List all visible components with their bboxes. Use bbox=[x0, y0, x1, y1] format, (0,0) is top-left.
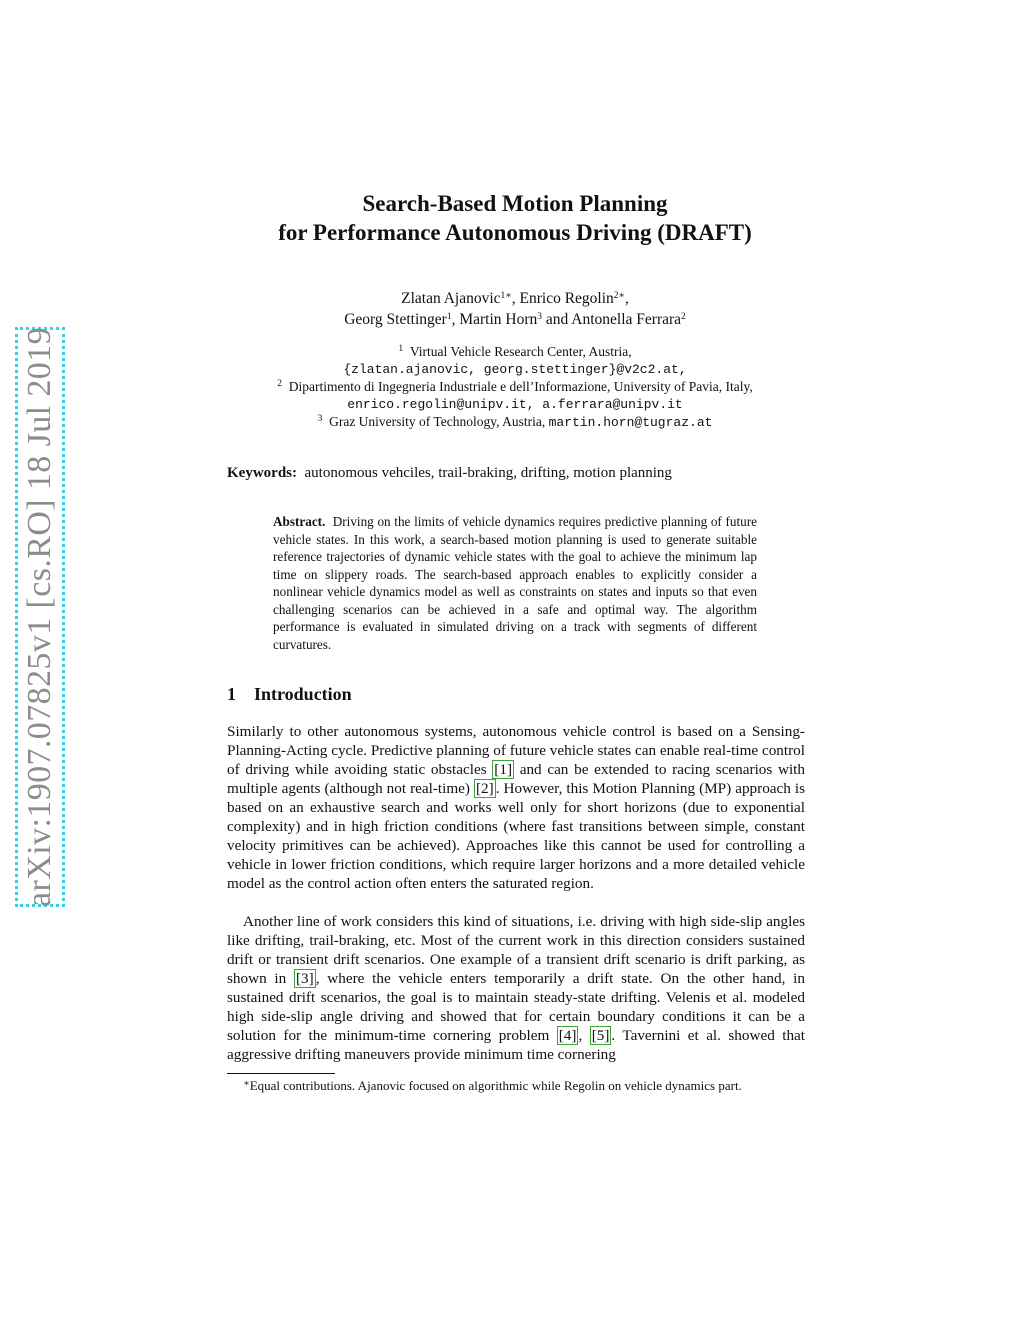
section-heading bbox=[227, 684, 352, 705]
affiliation-1-email[interactable]: {zlatan.ajanovic, georg.stettinger}@v2c2.at, bbox=[343, 361, 687, 377]
paragraph-text: , where the vehicle enters temporarily a drift state. On the other hand, in sustained drift scenarios, the goal is to maintain steady-state drifting. Velenis et al. modeled high side-slip angle driving and showed that for certain boundary conditions it can be a solution for the minimum-time cornering problem bbox=[227, 970, 805, 1044]
keywords bbox=[227, 465, 672, 482]
arxiv-identifier[interactable]: arXiv:1907.07825v1 [cs.RO] 18 Jul 2019 bbox=[21, 327, 58, 907]
affiliation-3-email[interactable]: martin.horn@tugraz.at bbox=[548, 415, 713, 430]
affiliation-number: 2 bbox=[277, 379, 282, 389]
author-name: Martin Horn bbox=[459, 311, 538, 328]
affiliation-text: Dipartimento di Ingegneria Industriale e dell’Informazione, University of Pavia, Italy, bbox=[288, 379, 753, 394]
author-line-2: Georg Stettinger$^1$, Martin Horn$^3$ and Antonella Ferrara$^2$ bbox=[344, 311, 686, 328]
affiliation-text: Graz University of Technology, Austria, bbox=[329, 414, 546, 429]
author-name: Georg Stettinger bbox=[344, 311, 447, 328]
author-affiliation-mark: 1 bbox=[446, 312, 452, 322]
affiliation-1 bbox=[140, 343, 890, 361]
affiliation-number: 1 bbox=[398, 344, 404, 354]
paper-title-line-2: for Performance Autonomous Driving (DRAFT) bbox=[278, 220, 752, 245]
body-paragraph-1 bbox=[227, 722, 805, 893]
paragraph-text: . Tavernini et al. showed that aggressive drifting maneuvers provide minimum time cornering bbox=[227, 1027, 805, 1063]
keywords-label: Keywords: bbox=[227, 465, 297, 481]
citation-link[interactable]: [5] bbox=[591, 1027, 610, 1044]
paragraph-text: Similarly to other autonomous systems, autonomous vehicle control is based on a Sensing-Planning-Acting cycle. Predictive planning of future vehicle states can enable real-time control of driving while avoiding static obstacles bbox=[227, 723, 805, 778]
abstract bbox=[273, 513, 757, 653]
author-name: Enrico Regolin bbox=[519, 290, 614, 307]
affiliation-list bbox=[140, 343, 890, 432]
citation-link[interactable]: [2] bbox=[476, 780, 494, 797]
author-name: Antonella Ferrara bbox=[571, 311, 682, 328]
abstract-text: Driving on the limits of vehicle dynamics requires predictive planning of future vehicle states. In this work, a search-based motion planning is used to generate suitable reference trajectories of dynamic vehicle states with the goal to achieve the minimum lap time on slippery roads. The search-based approach enables to explicitly consider a nonlinear vehicle dynamics model as well as constraints on states and inputs so that even challenging scenarios can be achieved in a safe and optimal way. The algorithm performance is evaluated in simulated driving on a track with segments of different curvatures. bbox=[273, 514, 757, 652]
affiliation-3 bbox=[140, 413, 890, 432]
footnote-mark: ∗ bbox=[243, 1079, 250, 1089]
author-affiliation-mark: 3 bbox=[537, 312, 542, 322]
citation-link[interactable]: [4] bbox=[558, 1027, 577, 1044]
footnote-text: Equal contributions. Ajanovic focused on algorithmic while Regolin on vehicle dynamics part. bbox=[249, 1078, 742, 1093]
paragraph-text: Another line of work considers this kind of situations, i.e. driving with high side-slip angles like drifting, trail-braking, etc. Most of the current work in this direction considers sustained drift or transient drift scenarios. One example of a transient drift scenario is drift parking, as shown in bbox=[227, 913, 805, 987]
author-affiliation-mark: 1∗ bbox=[500, 291, 512, 301]
author-name: Zlatan Ajanovic bbox=[401, 290, 501, 307]
citation-link[interactable]: [3] bbox=[296, 970, 314, 987]
footnote bbox=[227, 1077, 805, 1095]
author-affiliation-mark: 2∗ bbox=[613, 291, 626, 301]
section-title: Introduction bbox=[254, 684, 352, 704]
keywords-text: autonomous vehciles, trail-braking, drifting, motion planning bbox=[304, 465, 672, 481]
footnote-rule bbox=[227, 1073, 335, 1074]
paragraph-text: . However, this Motion Planning (MP) approach is based on an exhaustive search and works well only for short horizons (due to exponential complexity) and in high friction conditions (where fast transitions between simple, constant velocity primitives can be achieved). Approaches like this cannot be used for controlling a vehicle in lower friction conditions, which require larger horizons and a more detailed vehicle model as the control action often enters the saturated region. bbox=[227, 780, 806, 892]
section-number: 1 bbox=[227, 684, 236, 704]
author-line-1: Zlatan Ajanovic$^{1∗}$, Enrico Regolin$^{2∗}$, bbox=[401, 290, 629, 307]
paragraph-text: and can be extended to racing scenarios with multiple agents (although not real-time) bbox=[227, 761, 805, 797]
affiliation-number: 3 bbox=[317, 414, 323, 424]
affiliation-2 bbox=[140, 378, 890, 396]
affiliation-text: Virtual Vehicle Research Center, Austria, bbox=[409, 344, 632, 359]
paper-title-line-1: Search-Based Motion Planning bbox=[362, 191, 668, 216]
citation-link[interactable]: [1] bbox=[494, 761, 513, 778]
author-list bbox=[140, 288, 890, 330]
abstract-label: Abstract. bbox=[273, 514, 326, 529]
author-conjunction: and bbox=[545, 311, 569, 328]
paragraph-text: , bbox=[578, 1027, 590, 1044]
affiliation-2-email[interactable]: enrico.regolin@unipv.it, a.ferrara@unipv.it bbox=[347, 396, 683, 412]
author-affiliation-mark: 2 bbox=[681, 312, 686, 322]
body-paragraph-2 bbox=[227, 912, 805, 1064]
